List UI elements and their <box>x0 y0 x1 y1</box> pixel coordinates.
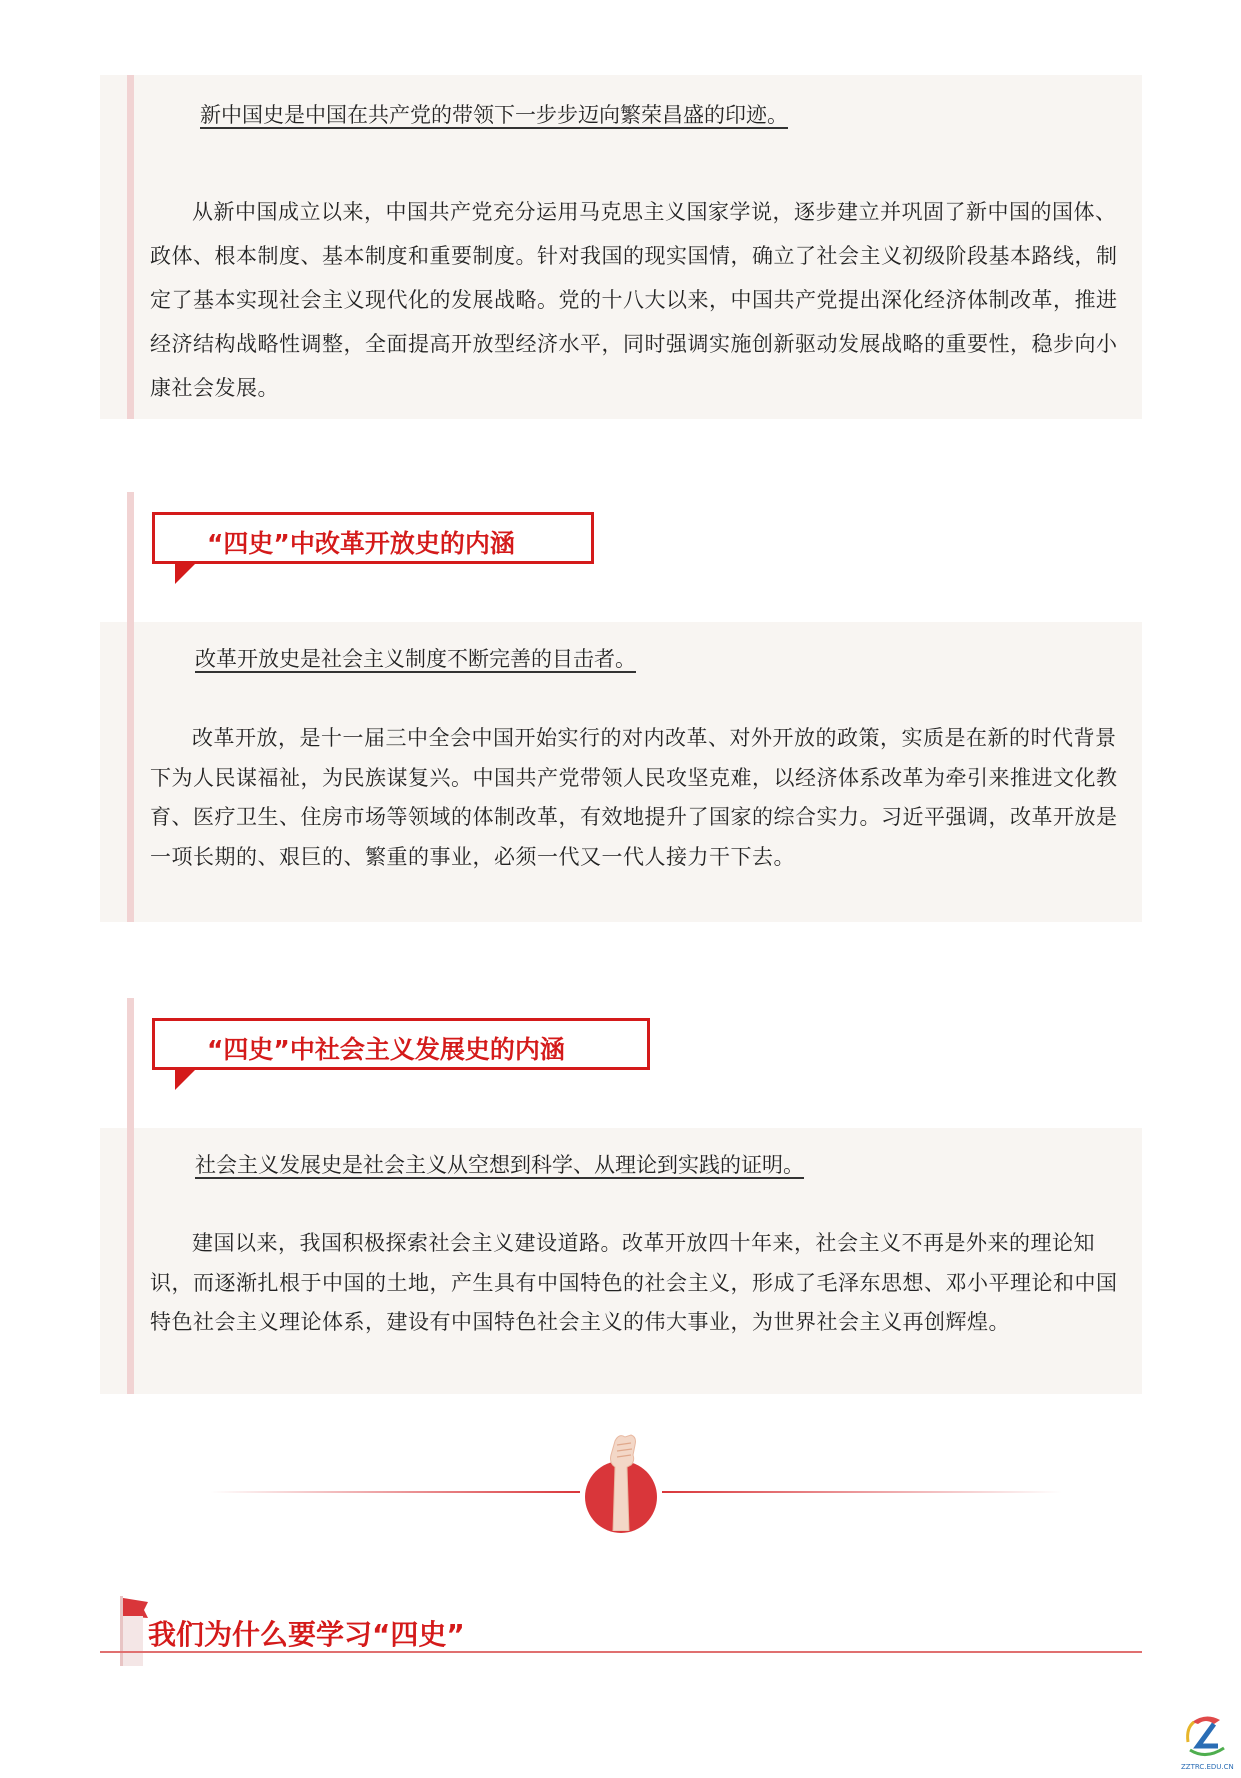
raised-fist-icon <box>585 1431 657 1531</box>
side-line-3a <box>127 998 134 1128</box>
fist-emblem <box>585 1461 657 1533</box>
why-study-title: 我们为什么要学习“四史” <box>148 1618 465 1651</box>
section1-lead: 新中国史是中国在共产党的带领下一步步迈向繁荣昌盛的印迹。 <box>200 103 788 127</box>
section2-body: 改革开放，是十一届三中全会中国开始实行的对内改革、对外开放的政策，实质是在新的时代背景下为人民谋福祉，为民族谋复兴。中国共产党带领人民攻坚克难，以经济体系改革为牵引来推进文化教育、医疗卫生、住房市场等领域的体制改革，有效地提升了国家的综合实力。习近平强调，改革开放是一项长期的、艰巨的、繁重的事业，必须一代又一代人接力干下去。 <box>150 726 1118 869</box>
section2-heading: “四史”中改革开放史的内涵 <box>207 529 515 558</box>
watermark-text: ZZTRC.EDU.CN <box>1181 1763 1234 1771</box>
why-underline <box>100 1651 1142 1653</box>
heading-tail-3 <box>175 1070 195 1090</box>
section3-body: 建国以来，我国积极探索社会主义建设道路。改革开放四十年来，社会主义不再是外来的理论知识，而逐渐扎根于中国的土地，产生具有中国特色的社会主义，形成了毛泽东思想、邓小平理论和中国特色社会主义理论体系，建设有中国特色社会主义的伟大事业，为世界社会主义再创辉煌。 <box>150 1231 1118 1334</box>
side-line-2 <box>127 622 134 922</box>
section2-lead: 改革开放史是社会主义制度不断完善的目击者。 <box>195 647 636 671</box>
side-line-3 <box>127 1128 134 1394</box>
heading-tail-2 <box>175 564 195 584</box>
side-line-2a <box>127 492 134 622</box>
divider-line-left <box>210 1491 580 1493</box>
flag-icon <box>120 1596 150 1666</box>
section3-heading-box <box>152 1018 650 1070</box>
section3-heading: “四史”中社会主义发展史的内涵 <box>207 1035 565 1064</box>
divider-line-right <box>662 1491 1062 1493</box>
school-logo-icon <box>1184 1712 1228 1768</box>
side-line-1 <box>127 75 134 419</box>
section2-heading-box <box>152 512 594 564</box>
section3-lead: 社会主义发展史是社会主义从空想到科学、从理论到实践的证明。 <box>195 1153 804 1177</box>
section1-body: 从新中国成立以来，中国共产党充分运用马克思主义国家学说，逐步建立并巩固了新中国的国体、政体、根本制度、基本制度和重要制度。针对我国的现实国情，确立了社会主义初级阶段基本路线，制定了基本实现社会主义现代化的发展战略。党的十八大以来，中国共产党提出深化经济体制改革，推进经济结构战略性调整，全面提高开放型经济水平，同时强调实施创新驱动发展战略的重要性，稳步向小康社会发展。 <box>150 200 1118 400</box>
